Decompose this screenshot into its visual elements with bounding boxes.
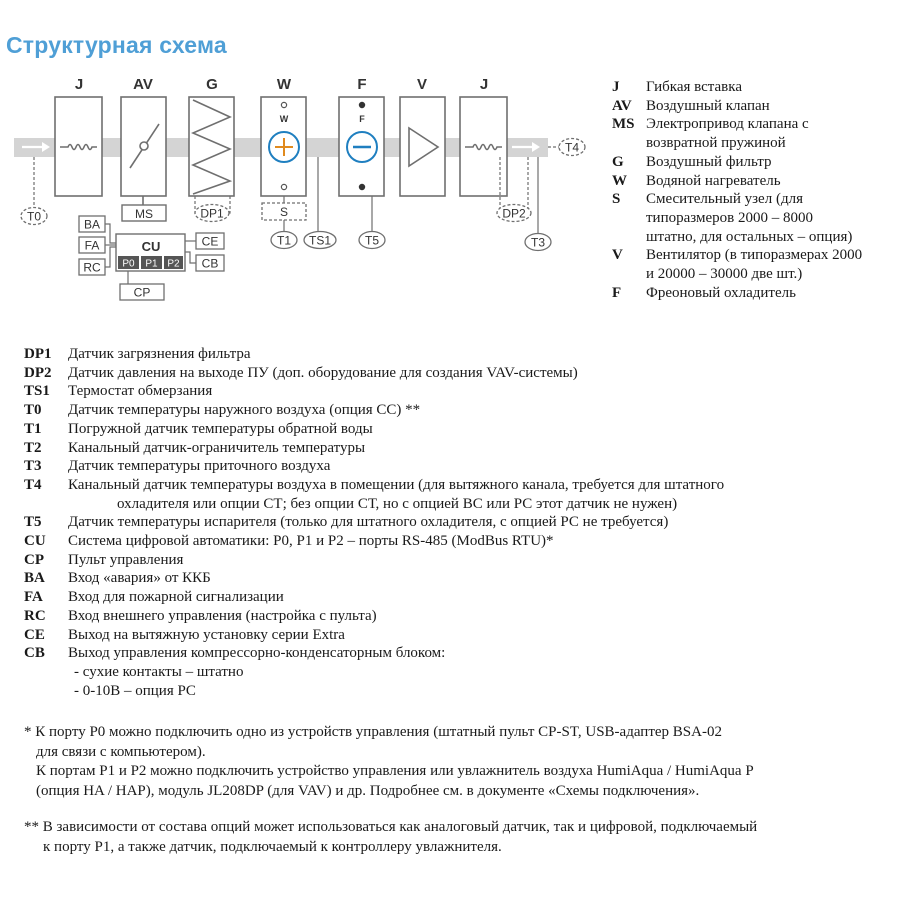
- block-label-j-2: J: [479, 76, 489, 93]
- legend-line: Датчик температуры приточного воздуха: [68, 458, 331, 475]
- legend-line: и 20000 – 30000 две шт.): [646, 266, 803, 283]
- note-1-line-4: (опция HA / HAP), модуль JL208DP (для VAV) и др. Подробнее см. в документе «Схемы подключения».: [36, 782, 700, 799]
- cooler-dot-bottom: [359, 184, 364, 189]
- legend-description: [68, 364, 894, 383]
- input-rc-label: RC: [83, 260, 101, 275]
- t0-label: T0: [26, 209, 42, 224]
- legend-line: Выход на вытяжную установку серии Extra: [68, 626, 345, 643]
- legend-top-item-f: [612, 284, 900, 303]
- input-fa-label: FA: [84, 238, 100, 253]
- legend-line: Вход внешнего управления (настройка с пульта): [68, 607, 377, 624]
- legend-key: DP2: [24, 364, 52, 381]
- cooler-inner-label: F: [359, 114, 365, 124]
- ts1-label: TS1: [308, 233, 332, 248]
- legend-line: Погружной датчик температуры обратной воды: [68, 420, 373, 437]
- legend-item-dp1: [24, 345, 894, 364]
- legend-key: T0: [24, 402, 42, 419]
- legend-line: Датчик давления на выходе ПУ (доп. оборудование для создания VAV-системы): [68, 364, 578, 381]
- note-2-line-1: ** В зависимости от состава опций может использоваться как аналоговый датчик, так и цифровой, подключаемый: [24, 819, 758, 835]
- heater-dot-bottom: [281, 184, 286, 189]
- legend-description: [68, 345, 894, 364]
- legend-key: F: [612, 284, 622, 301]
- legend-key: S: [612, 191, 621, 208]
- block-label-j-1: J: [74, 76, 84, 93]
- legend-line: Воздушный клапан: [646, 97, 770, 114]
- legend-sensors: [24, 345, 894, 700]
- t5-label: T5: [364, 233, 380, 248]
- legend-description: [68, 420, 894, 439]
- block-label-g: G: [206, 76, 218, 93]
- legend-key: CP: [24, 551, 44, 568]
- output-ce-label: CE: [201, 234, 219, 249]
- note-1-line-2: для связи с компьютером).: [36, 743, 206, 760]
- legend-item-ce: [24, 626, 894, 645]
- note-1-line-3: К портам P1 и P2 можно подключить устройство управления или увлажнитель воздуха HumiAqua / HumiAqua P: [36, 763, 754, 779]
- legend-key: T2: [24, 439, 42, 456]
- block-label-v: V: [416, 76, 428, 93]
- legend-line: охладителя или опции СТ; без опции СТ, но с опцией ВС или РС этот датчик не нужен): [117, 495, 678, 512]
- legend-line: Система цифровой автоматики: P0, P1 и P2 – порты RS-485 (ModBus RTU)*: [68, 533, 554, 550]
- block-label-av: AV: [133, 76, 153, 93]
- legend-key: T4: [24, 476, 42, 493]
- dp1-label: DP1: [200, 206, 224, 221]
- legend-item-t0: [24, 401, 894, 420]
- legend-top-item-av: [612, 97, 900, 116]
- t3-label: T3: [530, 235, 546, 250]
- legend-key: T3: [24, 458, 42, 475]
- legend-top-item-s: [612, 190, 900, 246]
- legend-description: [68, 532, 894, 551]
- legend-description: [68, 513, 894, 532]
- legend-description: [68, 476, 894, 513]
- legend-item-rc: [24, 607, 894, 626]
- legend-item-t3: [24, 457, 894, 476]
- legend-description: [646, 172, 900, 191]
- legend-description: [68, 551, 894, 570]
- legend-item-ba: [24, 569, 894, 588]
- legend-key: CE: [24, 626, 45, 643]
- ba-wire: [105, 224, 116, 243]
- legend-description: [68, 457, 894, 476]
- t4-label: T4: [564, 140, 580, 155]
- legend-key: CU: [24, 533, 46, 550]
- legend-line: Датчик температуры испарителя (только для штатного охладителя, с опцией РС не требуется): [68, 514, 669, 531]
- legend-item-t5: [24, 513, 894, 532]
- port-p1-label: P1: [145, 258, 158, 270]
- legend-line: Термостат обмерзания: [68, 383, 213, 400]
- legend-description: [68, 588, 894, 607]
- legend-item-cb: [24, 644, 894, 663]
- legend-item-t4: [24, 476, 894, 513]
- legend-top-item-g: [612, 153, 900, 172]
- legend-description: [68, 401, 894, 420]
- legend-description: [646, 284, 900, 303]
- legend-line: Фреоновый охладитель: [646, 284, 796, 301]
- legend-top-item-j: [612, 78, 900, 97]
- legend-item-dp2: [24, 364, 894, 383]
- legend-line: Датчик загрязнения фильтра: [68, 346, 251, 362]
- legend-description: [68, 626, 894, 645]
- legend-key: DP1: [24, 346, 52, 362]
- control-panel-label: CP: [133, 285, 151, 300]
- legend-key: FA: [24, 589, 43, 606]
- legend-top-item-v: [612, 246, 900, 283]
- legend-description: [646, 115, 900, 152]
- legend-line: Вход «авария» от ККБ: [68, 570, 211, 587]
- legend-line: Пульт управления: [68, 551, 184, 568]
- actuator-label: MS: [135, 207, 153, 221]
- legend-description: [646, 78, 900, 97]
- block-label-w: W: [276, 76, 292, 93]
- legend-key: BA: [24, 570, 45, 587]
- legend-key: T5: [24, 514, 42, 531]
- legend-key: TS1: [24, 383, 50, 400]
- legend-item-t1: [24, 420, 894, 439]
- legend-description: [646, 97, 900, 116]
- note-1-line-1: * К порту P0 можно подключить одно из устройств управления (штатный пульт CP-ST, USB-адаптер BSA-02: [24, 724, 722, 740]
- note-2-line-2: к порту P1, а также датчик, подключаемый к контроллеру увлажнителя.: [43, 838, 502, 855]
- legend-key: J: [612, 79, 620, 95]
- legend-line: Датчик температуры наружного воздуха (опция СС) **: [68, 402, 421, 419]
- port-p0-label: P0: [122, 258, 135, 270]
- legend-item-t2: [24, 439, 894, 458]
- output-cb-label: CB: [201, 256, 219, 271]
- dp2-label: DP2: [502, 206, 526, 221]
- heater-dot-top: [281, 102, 286, 107]
- structural-diagram: [0, 0, 600, 310]
- legend-line: Водяной нагреватель: [646, 172, 781, 189]
- legend-description: [68, 607, 894, 626]
- cooler-dot-top: [359, 102, 364, 107]
- rc-wire: [105, 247, 116, 267]
- cu-label: CU: [141, 239, 161, 254]
- legend-top-item-w: [612, 172, 900, 191]
- legend-line: Вход для пожарной сигнализации: [68, 589, 284, 606]
- legend-line: Канальный датчик-ограничитель температуры: [68, 439, 366, 456]
- port-p2-label: P2: [167, 258, 180, 270]
- legend-line: Вентилятор (в типоразмерах 2000: [646, 247, 863, 264]
- legend-item-ts1: [24, 382, 894, 401]
- legend-line: Электропривод клапана с: [646, 116, 809, 133]
- legend-key: T1: [24, 420, 42, 437]
- legend-line: штатно, для остальных – опция): [646, 228, 853, 245]
- legend-cb-suboption: - сухие контакты – штатно: [74, 663, 244, 680]
- t1-label: T1: [276, 233, 292, 248]
- input-ba-label: BA: [83, 217, 101, 232]
- legend-key: RC: [24, 607, 46, 624]
- damper-pivot-icon: [140, 142, 148, 150]
- legend-line: возвратной пружиной: [646, 135, 786, 152]
- legend-item-cp: [24, 551, 894, 570]
- legend-cb-suboption: - 0-10В – опция PC: [74, 682, 196, 699]
- legend-components: [612, 78, 900, 302]
- legend-line: Гибкая вставка: [646, 79, 742, 95]
- legend-key: MS: [612, 116, 635, 133]
- footnotes: [24, 723, 894, 857]
- legend-line: Выход управления компрессорно-конденсаторным блоком:: [68, 645, 446, 662]
- legend-description: [646, 153, 900, 172]
- legend-description: [68, 382, 894, 401]
- legend-top-item-ms: [612, 115, 900, 152]
- legend-line: Канальный датчик температуры воздуха в помещении (для вытяжного канала, требуется для штатного: [68, 476, 725, 493]
- legend-line: типоразмеров 2000 – 8000: [646, 209, 813, 226]
- legend-key: AV: [612, 97, 632, 114]
- cb-wire: [185, 252, 196, 263]
- block-label-f: F: [357, 76, 367, 93]
- legend-description: [68, 439, 894, 458]
- legend-item-cu: [24, 532, 894, 551]
- legend-description: [646, 190, 900, 246]
- legend-key: W: [612, 172, 627, 189]
- legend-item-fa: [24, 588, 894, 607]
- legend-description: [646, 246, 900, 283]
- legend-key: CB: [24, 645, 45, 662]
- legend-description: [68, 644, 894, 663]
- legend-line: Воздушный фильтр: [646, 153, 772, 170]
- page-title: Структурная схема: [6, 32, 227, 58]
- heater-inner-label: W: [279, 114, 289, 124]
- legend-key: V: [612, 247, 623, 264]
- legend-line: Смесительный узел (для: [646, 191, 803, 208]
- mixing-unit-label: S: [279, 205, 289, 219]
- legend-description: [68, 569, 894, 588]
- legend-key: G: [612, 153, 624, 170]
